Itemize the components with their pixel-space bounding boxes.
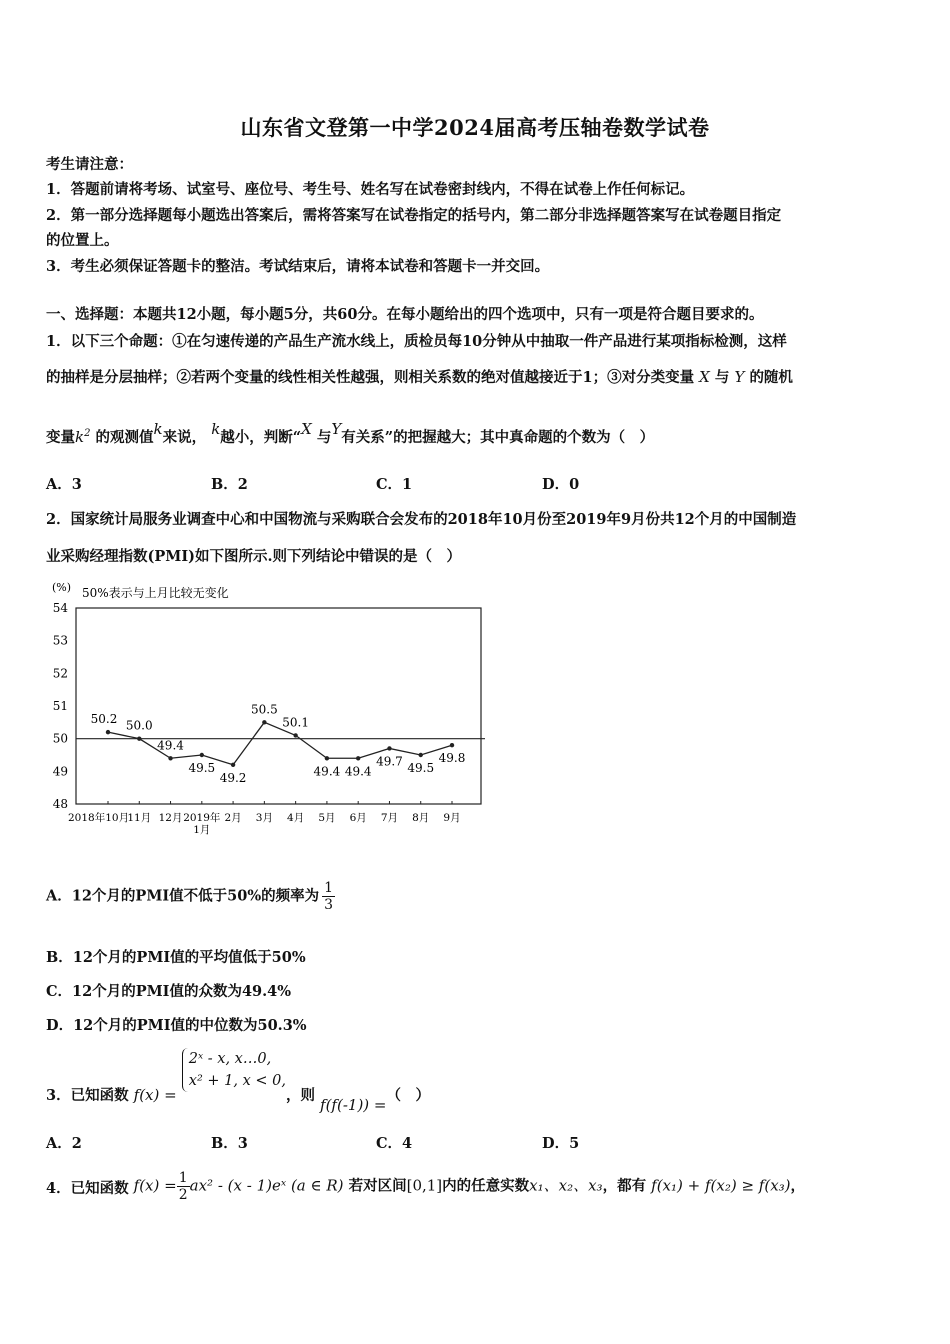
x-tick-sublabel: 1月 bbox=[193, 824, 211, 836]
data-label: 50.0 bbox=[125, 718, 153, 733]
var-x: X bbox=[301, 420, 312, 438]
answer-paren: （ ） bbox=[386, 1087, 430, 1104]
q4-prefix: 4．已知函数 bbox=[46, 1179, 129, 1197]
q2-option-c[interactable]: C．12个月的PMI值的众数为49.4% bbox=[46, 983, 292, 1000]
case-1: 2ˣ - x, x…0, bbox=[188, 1051, 272, 1067]
data-label: 50.2 bbox=[90, 712, 118, 727]
x-tick-label: 7月 bbox=[380, 812, 399, 824]
x-tick-label: 6月 bbox=[349, 812, 367, 824]
chart-title: 50%表示与上月比较无变化 bbox=[82, 586, 229, 600]
q2-option-a[interactable] bbox=[46, 880, 335, 913]
and-text: 与 bbox=[714, 369, 730, 386]
q3-line bbox=[46, 1048, 430, 1114]
q3-option-d[interactable]: D．5 bbox=[542, 1135, 580, 1152]
data-label: 49.2 bbox=[219, 770, 247, 785]
data-point bbox=[325, 756, 329, 760]
q4-text: 内的任意实数 bbox=[442, 1177, 530, 1195]
q3-option-b[interactable]: B．3 bbox=[211, 1135, 248, 1152]
data-point bbox=[450, 743, 454, 747]
data-point bbox=[262, 720, 266, 724]
y-tick-label: 48 bbox=[52, 797, 68, 811]
data-label: 49.5 bbox=[188, 761, 216, 775]
case-2: x² + 1, x < 0, bbox=[188, 1073, 286, 1089]
fraction-one-third bbox=[322, 880, 335, 913]
x-tick-label: 9月 bbox=[443, 812, 461, 824]
y-axis-ticks bbox=[53, 601, 69, 811]
q4-line bbox=[46, 1170, 805, 1203]
data-point bbox=[200, 753, 204, 757]
exponent: 2 bbox=[84, 428, 91, 439]
q2-option-b[interactable]: B．12个月的PMI值的平均值低于50% bbox=[46, 949, 306, 966]
page-title: 山东省文登第一中学2024届高考压轴卷数学试卷 bbox=[240, 115, 710, 140]
x-tick-label: 2019年 bbox=[183, 812, 221, 824]
q1-option-a[interactable]: A．3 bbox=[46, 476, 82, 493]
data-point bbox=[387, 746, 391, 750]
q3-prefix: 3．已知函数 bbox=[46, 1087, 129, 1104]
x-tick-label: 2018年10月 bbox=[68, 812, 130, 824]
q3-piecewise bbox=[182, 1048, 286, 1092]
data-label: 49.4 bbox=[313, 764, 341, 779]
x-axis-ticks bbox=[68, 801, 461, 836]
option-text: A．12个月的PMI值不低于50%的频率为 bbox=[46, 887, 320, 905]
data-label: 49.8 bbox=[438, 751, 466, 766]
variables: x₁、x₂、x₃ bbox=[529, 1176, 603, 1195]
q1-line-2 bbox=[46, 366, 793, 387]
notice-heading: 考生请注意： bbox=[46, 156, 133, 173]
then-text: ，则 bbox=[285, 1087, 315, 1104]
notice-item-2: 2．第一部分选择题每小题选出答案后，需将答案写在试卷指定的括号内，第二部分非选择题答案写在试卷题目指定 bbox=[46, 207, 782, 224]
x-tick-label: 8月 bbox=[412, 812, 430, 824]
denominator: 3 bbox=[324, 897, 334, 913]
q4-text: ，都有 bbox=[602, 1177, 647, 1195]
q1-option-c[interactable]: C．1 bbox=[376, 476, 413, 493]
data-point bbox=[231, 763, 235, 767]
data-label: 50.1 bbox=[282, 715, 309, 730]
data-label: 49.4 bbox=[157, 738, 184, 753]
q3-expression: f(f(-1)) = bbox=[320, 1096, 387, 1114]
q1-text: 变量 bbox=[46, 429, 75, 446]
q2-line-1: 2．国家统计局服务业调查中心和中国物流与采购联合会发布的2018年10月份至2019年9月份共12个月的中国制造 bbox=[46, 511, 797, 528]
numerator: 1 bbox=[324, 880, 334, 896]
data-label: 49.5 bbox=[407, 761, 435, 775]
q1-text: 的观测值 bbox=[95, 429, 154, 446]
x-tick-label: 5月 bbox=[318, 812, 336, 824]
var-y: Y bbox=[331, 420, 342, 438]
data-point bbox=[168, 756, 172, 760]
q1-text: 越小，判断“ bbox=[220, 429, 302, 446]
q1-option-b[interactable]: B．2 bbox=[211, 476, 248, 493]
interval: [0,1] bbox=[406, 1176, 443, 1195]
q3-function-name: f(x) = bbox=[133, 1086, 177, 1104]
data-point bbox=[293, 733, 297, 737]
data-label: 49.7 bbox=[376, 754, 403, 769]
y-tick-label: 52 bbox=[52, 666, 68, 681]
data-label: 49.4 bbox=[344, 764, 372, 779]
y-tick-label: 54 bbox=[52, 601, 68, 615]
chart-ylabel: (%) bbox=[52, 581, 72, 594]
notice-item-1: 1．答题前请将考场、试室号、座位号、考生号、姓名写在试卷密封线内，不得在试卷上作任何标记。 bbox=[46, 181, 695, 198]
y-tick-label: 51 bbox=[52, 699, 68, 713]
y-tick-label: 50 bbox=[52, 731, 68, 746]
x-tick-label: 4月 bbox=[287, 812, 305, 824]
x-tick-label: 11月 bbox=[127, 812, 152, 824]
q1-text: 有关系”的把握越大；其中真命题的个数为（ ） bbox=[341, 429, 655, 446]
inequality: f(x₁) + f(x₂) ≥ f(x₃) bbox=[651, 1176, 791, 1195]
fraction-one-half bbox=[177, 1170, 190, 1203]
q1-text: 来说， bbox=[162, 429, 207, 446]
x-tick-label: 3月 bbox=[255, 812, 273, 824]
q4-text: ， bbox=[790, 1177, 806, 1195]
q2-line-2: 业采购经理指数(PMI)如下图所示.则下列结论中错误的是（ ） bbox=[46, 548, 462, 565]
k-symbol: k bbox=[153, 420, 163, 438]
q4-function-name: f(x) = bbox=[133, 1176, 177, 1195]
q1-option-d[interactable]: D．0 bbox=[542, 476, 580, 493]
q1-line-3 bbox=[46, 420, 655, 447]
pmi-line-chart bbox=[40, 575, 500, 845]
notice-item-2-cont: 的位置上。 bbox=[46, 232, 119, 249]
notice-item-3: 3．考生必须保证答题卡的整洁。考试结束后，请将本试卷和答题卡一并交回。 bbox=[46, 258, 550, 275]
numerator: 1 bbox=[178, 1170, 188, 1186]
var-y: Y bbox=[734, 368, 745, 386]
q1-text: 的随机 bbox=[749, 369, 793, 386]
data-point bbox=[137, 736, 141, 740]
section-header: 一、选择题：本题共12小题，每小题5分，共60分。在每小题给出的四个选项中，只有一项是符合题目要求的。 bbox=[46, 306, 764, 323]
q3-option-c[interactable]: C．4 bbox=[376, 1135, 413, 1152]
q1-line-1: 1．以下三个命题：①在匀速传递的产品生产流水线上，质检员每10分钟从中抽取一件产品进行某项指标检测，这样 bbox=[46, 333, 787, 350]
data-label: 50.5 bbox=[251, 702, 278, 717]
data-point bbox=[106, 730, 110, 734]
y-tick-label: 53 bbox=[52, 633, 68, 648]
data-point bbox=[419, 753, 423, 757]
x-tick-label: 12月 bbox=[158, 812, 183, 824]
and-text: 与 bbox=[316, 429, 332, 446]
q4-function-body: ax² - (x - 1)eˣ (a ∈ R) bbox=[189, 1176, 344, 1195]
q2-option-d[interactable]: D．12个月的PMI值的中位数为50.3% bbox=[46, 1017, 307, 1034]
x-tick-label: 2月 bbox=[224, 812, 242, 824]
q4-text: 若对区间 bbox=[348, 1177, 407, 1195]
denominator: 2 bbox=[178, 1187, 188, 1203]
y-tick-label: 49 bbox=[52, 764, 68, 779]
k-symbol: k bbox=[211, 420, 221, 438]
q1-text: 的抽样是分层抽样；②若两个变量的线性相关性越强，则相关系数的绝对值越接近于1；③对分类变量 bbox=[46, 369, 695, 386]
data-point bbox=[356, 756, 360, 760]
var-x: X bbox=[699, 368, 710, 386]
k-squared bbox=[75, 428, 90, 446]
k-symbol: k bbox=[75, 428, 85, 446]
q3-option-a[interactable]: A．2 bbox=[46, 1135, 82, 1152]
